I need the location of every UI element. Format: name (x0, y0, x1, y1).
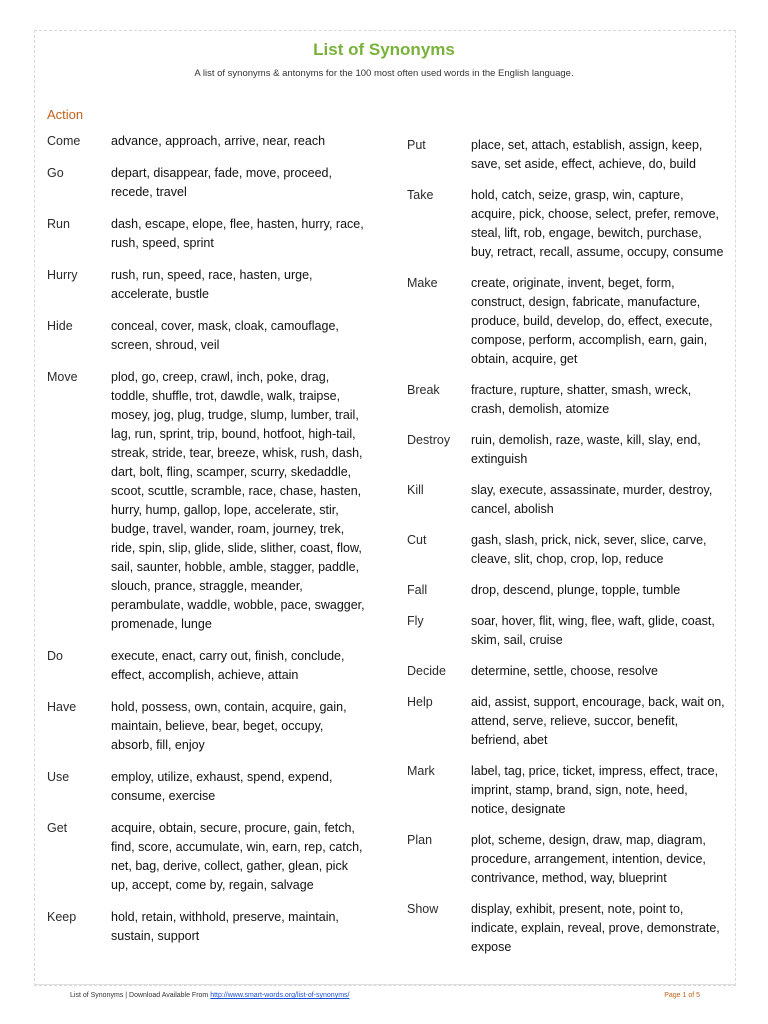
synonym-entry (407, 831, 727, 888)
entry-word: Make (407, 276, 438, 290)
footer-label: List of Synonyms | Download Available From (70, 992, 209, 999)
entry-word: Break (407, 383, 440, 397)
page-title: List of Synonyms (313, 40, 455, 59)
entry-synonyms: acquire, obtain, secure, procure, gain, fetch, find, score, accumulate, win, earn, rep, catch, net, bag, derive, collect, gather, glean, pick up, accept, come by, regain, salvage (111, 821, 363, 892)
entry-synonyms: hold, possess, own, contain, acquire, gain, maintain, believe, bear, beget, occupy, absorb, fill, enjoy (111, 700, 347, 752)
page-number: Page 1 of 5 (664, 992, 700, 999)
entry-synonyms: drop, descend, plunge, topple, tumble (471, 583, 681, 597)
synonym-entry (47, 266, 367, 304)
synonym-entry (407, 186, 727, 262)
entry-synonyms: rush, run, speed, race, hasten, urge, accelerate, bustle (111, 268, 313, 301)
left-column (47, 132, 367, 959)
synonym-entry (407, 381, 727, 419)
entry-word: Go (47, 166, 64, 180)
entry-synonyms: aid, assist, support, encourage, back, wait on, attend, serve, relieve, succor, benefit, befriend, abet (471, 695, 725, 747)
entry-word: Do (47, 649, 63, 663)
page-subtitle: A list of synonyms & antonyms for the 100 most often used words in the English language. (194, 68, 574, 79)
entry-word: Decide (407, 664, 446, 678)
synonym-entry (47, 908, 367, 946)
entry-word: Help (407, 695, 433, 709)
synonym-entry (407, 581, 727, 600)
entry-synonyms: soar, hover, flit, wing, flee, waft, glide, coast, skim, sail, cruise (471, 614, 715, 647)
entry-word: Mark (407, 764, 435, 778)
entry-synonyms: dash, escape, elope, flee, hasten, hurry, race, rush, speed, sprint (111, 217, 364, 250)
section-heading: Action (47, 107, 84, 122)
synonym-entry (407, 612, 727, 650)
entry-synonyms: employ, utilize, exhaust, spend, expend, consume, exercise (111, 770, 333, 803)
entry-word: Use (47, 770, 70, 784)
entry-word: Fly (407, 614, 424, 628)
entry-word: Run (47, 217, 70, 231)
entry-synonyms: advance, approach, arrive, near, reach (111, 134, 326, 148)
entry-word: Destroy (407, 433, 451, 447)
entry-synonyms: slay, execute, assassinate, murder, destroy, cancel, abolish (471, 483, 713, 516)
synonym-entry (47, 819, 367, 895)
entry-synonyms: plod, go, creep, crawl, inch, poke, drag, toddle, shuffle, trot, dawdle, walk, traipse, mosey, jog, plug, trudge, slump, lumber, trail, lag, run, sprint, trip, bound, hotfoot, high-tail, streak, stride, tear, breeze, whisk, rush, dash, dart, bolt, fling, scamper, scurry, skedaddle, scoot, scuttle, scramble, race, chase, hasten, hurry, hump, gallop, lope, accelerate, stir, budge, travel, wander, roam, journey, trek, ride, spin, slip, glide, slide, slither, coast, flow, sail, saunter, hobble, amble, stagger, paddle, slouch, prance, straggle, meander, perambulate, waddle, wobble, pace, swagger, promenade, lunge (111, 370, 365, 631)
entry-word: Hide (47, 319, 73, 333)
entry-synonyms: label, tag, price, ticket, impress, effect, trace, imprint, stamp, brand, sign, note, heed, notice, designate (471, 764, 719, 816)
entry-synonyms: execute, enact, carry out, finish, conclude, effect, accomplish, achieve, attain (111, 649, 345, 682)
synonym-entry (407, 274, 727, 369)
entry-word: Hurry (47, 268, 78, 282)
synonym-entry (47, 132, 367, 151)
synonym-entry (47, 768, 367, 806)
footer-divider (34, 984, 736, 985)
synonym-entry (407, 136, 727, 174)
entry-word: Keep (47, 910, 77, 924)
synonym-entry (47, 368, 367, 634)
footer (70, 992, 700, 999)
footer-text (70, 992, 349, 999)
entry-word: Put (407, 138, 426, 152)
entry-word: Show (407, 902, 439, 916)
entry-word: Have (47, 700, 77, 714)
right-column (407, 136, 727, 969)
entry-synonyms: fracture, rupture, shatter, smash, wreck, crash, demolish, atomize (471, 383, 692, 416)
footer-link[interactable]: http://www.smart-words.org/list-of-synonyms/ (210, 992, 350, 999)
synonym-entry (47, 317, 367, 355)
synonym-entry (407, 431, 727, 469)
synonym-entry (47, 647, 367, 685)
synonym-entry (407, 531, 727, 569)
entry-synonyms: hold, catch, seize, grasp, win, capture, acquire, pick, choose, select, prefer, remove, steal, lift, rob, engage, bewitch, purchase, buy, retract, recall, assume, occupy, consume (471, 188, 724, 259)
entry-synonyms: create, originate, invent, beget, form, construct, design, fabricate, manufacture, produce, build, develop, do, effect, execute, compose, perform, accomplish, earn, gain, obtain, acquire, get (471, 276, 713, 366)
synonym-entry (47, 164, 367, 202)
entry-synonyms: hold, retain, withhold, preserve, maintain, sustain, support (111, 910, 339, 943)
synonym-entry (47, 215, 367, 253)
entry-synonyms: depart, disappear, fade, move, proceed, recede, travel (111, 166, 332, 199)
entry-word: Take (407, 188, 434, 202)
entry-word: Get (47, 821, 68, 835)
entry-synonyms: place, set, attach, establish, assign, keep, save, set aside, effect, achieve, do, build (471, 138, 703, 171)
synonym-entry (407, 693, 727, 750)
synonym-entry (407, 662, 727, 681)
entry-synonyms: plot, scheme, design, draw, map, diagram, procedure, arrangement, intention, device, contrivance, method, way, blueprint (471, 833, 706, 885)
entry-synonyms: determine, settle, choose, resolve (471, 664, 658, 678)
entry-word: Plan (407, 833, 433, 847)
entry-synonyms: gash, slash, prick, nick, sever, slice, carve, cleave, slit, chop, crop, lop, reduce (471, 533, 707, 566)
entry-word: Kill (407, 483, 424, 497)
entry-word: Come (47, 134, 81, 148)
entry-word: Fall (407, 583, 428, 597)
entry-synonyms: display, exhibit, present, note, point to, indicate, explain, reveal, prove, demonstrate, expose (471, 902, 720, 954)
entry-synonyms: ruin, demolish, raze, waste, kill, slay, end, extinguish (471, 433, 701, 466)
synonym-entry (47, 698, 367, 755)
entry-word: Move (47, 370, 78, 384)
entry-word: Cut (407, 533, 427, 547)
entry-synonyms: conceal, cover, mask, cloak, camouflage, screen, shroud, veil (111, 319, 339, 352)
synonym-entry (407, 762, 727, 819)
synonym-entry (407, 481, 727, 519)
synonym-entry (407, 900, 727, 957)
